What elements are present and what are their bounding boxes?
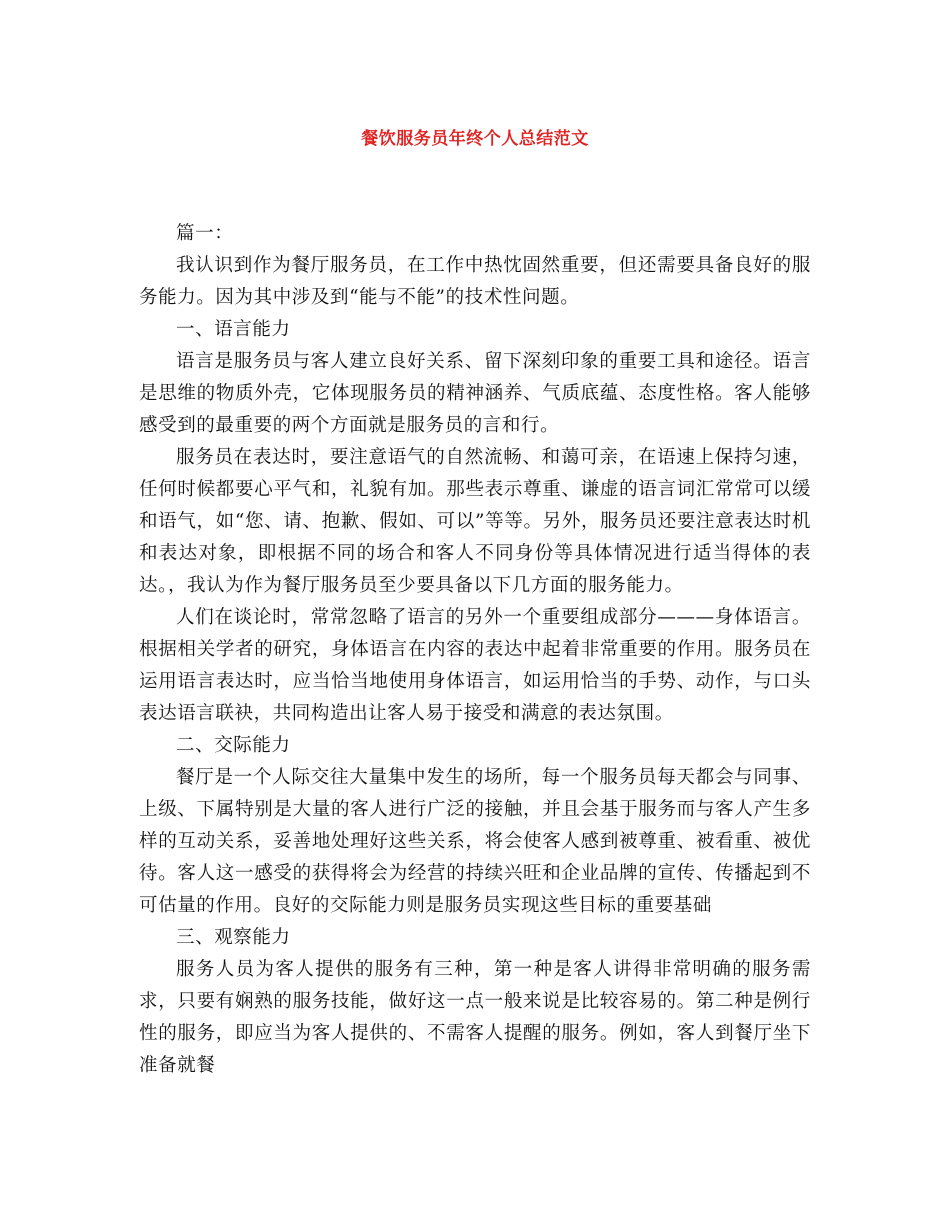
paragraph-observation: 服务人员为客人提供的服务有三种，第一种是客人讲得非常明确的服务需求，只要有娴熟的服务技能，做好这一点一般来说是比较容易的。第二种是例行性的服务，即应当为客人提供的、不需客人提醒的服务。例如，客人到餐厅坐下准备就餐 — [139, 959, 811, 1076]
heading-social-ability: 二、交际能力 — [176, 735, 291, 756]
heading-language-ability: 一、语言能力 — [176, 319, 291, 340]
paragraph-intro: 我认识到作为餐厅服务员，在工作中热忱固然重要，但还需要具备良好的服务能力。因为其中涉及到“能与不能”的技术性问题。 — [139, 255, 811, 308]
paragraph-social: 餐厅是一个人际交往大量集中发生的场所，每一个服务员每天都会与同事、上级、下属特别是大量的客人进行广泛的接触，并且会基于服务而与客人产生多样的互动关系，妥善地处理好这些关系，将会使客人感到被尊重、被看重、被优待。客人这一感受的获得将会为经营的持续兴旺和企业品牌的宣传、传播起到不可估量的作用。良好的交际能力则是服务员实现这些目标的重要基础 — [139, 767, 811, 916]
heading-observation-ability: 三、观察能力 — [176, 927, 291, 948]
paragraph-language-2: 服务员在表达时，要注意语气的自然流畅、和蔼可亲，在语速上保持匀速，任何时候都要心平气和，礼貌有加。那些表示尊重、谦虚的语言词汇常常可以缓和语气，如“您、请、抱歉、假如、可以”等等。另外，服务员还要注意表达时机和表达对象，即根据不同的场合和客人不同身份等具体情况进行适当得体的表达。，我认为作为餐厅服务员至少要具备以下几方面的服务能力。 — [139, 447, 811, 596]
paragraph-body-language: 人们在谈论时，常常忽略了语言的另外一个重要组成部分———身体语言。根据相关学者的研究，身体语言在内容的表达中起着非常重要的作用。服务员在运用语言表达时，应当恰当地使用身体语言，如运用恰当的手势、动作，与口头表达语言联袂，共同构造出让客人易于接受和满意的表达氛围。 — [139, 607, 811, 724]
paragraph-language-1: 语言是服务员与客人建立良好关系、留下深刻印象的重要工具和途径。语言是思维的物质外壳，它体现服务员的精神涵养、气质底蕴、态度性格。客人能够感受到的最重要的两个方面就是服务员的言和行。 — [139, 351, 811, 436]
document-body — [139, 218, 811, 1082]
document-title: 餐饮服务员年终个人总结范文 — [361, 129, 589, 149]
section-label: 篇一： — [176, 223, 234, 244]
